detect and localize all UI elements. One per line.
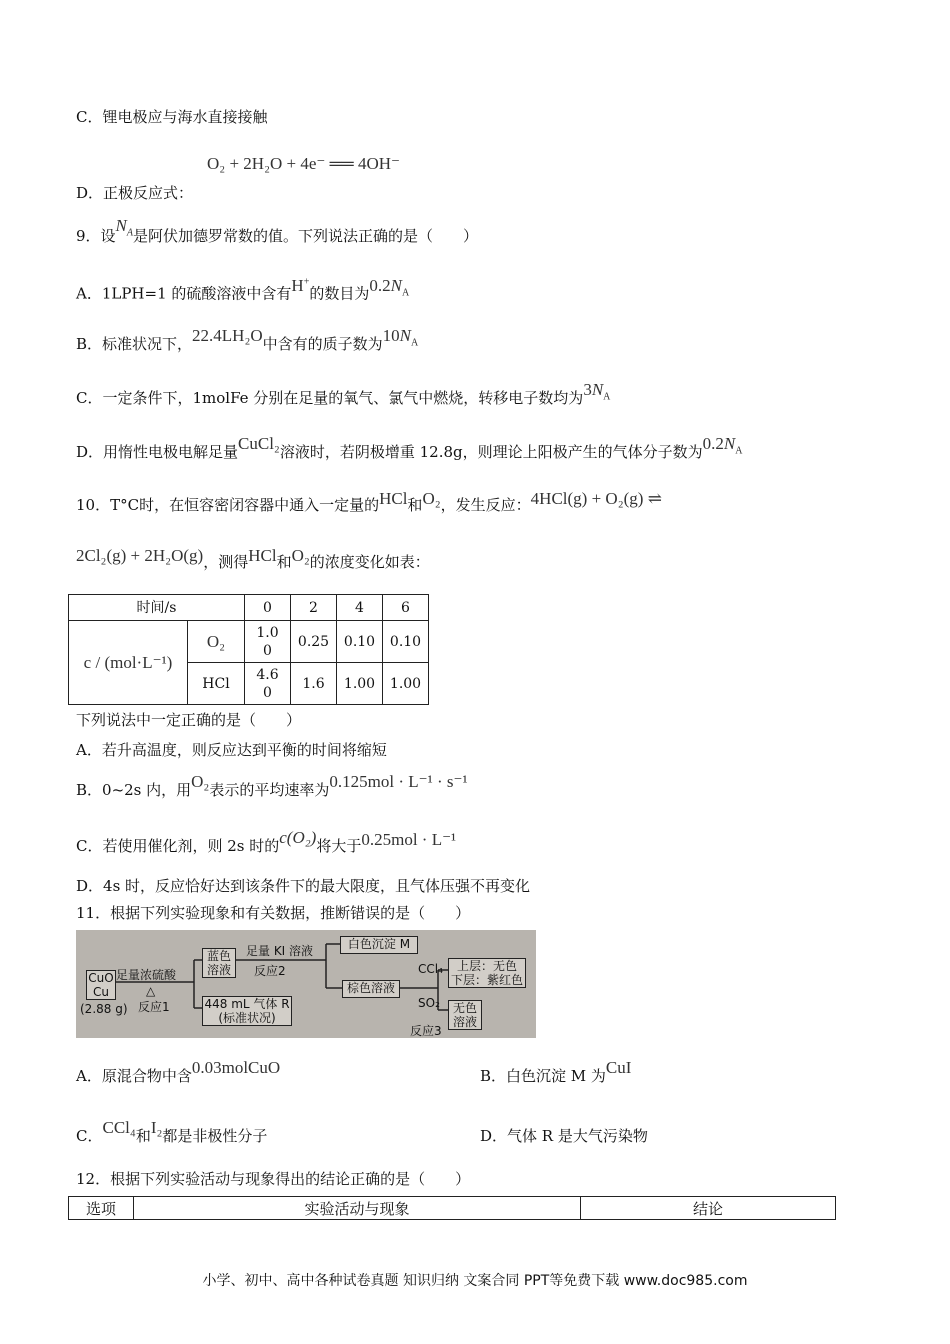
q11-option-a: A．原混合物中含0.03molCuO xyxy=(76,1058,281,1085)
q10-option-d: D．4s 时，反应恰好达到该条件下的最大限度，且气体压强不再变化 xyxy=(76,877,531,895)
brown-solution-box: 棕色溶液 xyxy=(342,980,400,998)
time-cell: 6 xyxy=(383,595,429,621)
layers-box: 上层：无色 下层：紫红色 xyxy=(448,958,526,988)
q9-option-d: D．用惰性电极电解足量CuCl₂溶液时，若阴极增重 12.8g，则理论上阳极产生的气体分子数为$0.2N_A$ xyxy=(76,434,743,461)
concentration-table xyxy=(68,594,429,705)
q10-option-b: B．0~2s 内，用O₂表示的平均速率为0.125mol · L⁻¹ · s⁻¹ xyxy=(76,772,468,799)
q11-stem: 11．根据下列实验现象和有关数据，推断错误的是（ ） xyxy=(76,904,471,922)
blue-solution-box: 蓝色 溶液 xyxy=(202,948,236,978)
ki-label: 足量 KI 溶液 xyxy=(246,944,314,958)
q12-header-option: 选项 xyxy=(69,1197,134,1220)
mass-label: (2.88 g) xyxy=(80,1002,128,1016)
experiment-flow-diagram xyxy=(76,930,536,1038)
q12-stem: 12．根据下列实验活动与现象得出的结论正确的是（ ） xyxy=(76,1170,471,1188)
value-cell: 1.6 xyxy=(291,663,337,705)
time-cell: 4 xyxy=(337,595,383,621)
q8-option-d-equation: O₂ + 2H₂O + 4e⁻ ══ 4OH⁻ xyxy=(207,154,400,173)
species-cell: HCl xyxy=(188,663,245,705)
q10-option-c: C．若使用催化剂，则 2s 时的c(O₂)将大于0.25mol · L⁻¹ xyxy=(76,828,457,855)
start-mixture-box: CuO Cu xyxy=(86,970,116,1000)
q12-header-conclusion: 结论 xyxy=(581,1197,836,1220)
value-cell: 1.0 0 xyxy=(245,621,291,663)
time-cell: 0 xyxy=(245,595,291,621)
q10-option-a: A．若升高温度，则反应达到平衡的时间将缩短 xyxy=(76,741,387,759)
concentration-label: c / (mol·L⁻¹) xyxy=(69,621,188,705)
q12-table xyxy=(68,1196,836,1220)
q11-option-d: D．气体 R 是大气污染物 xyxy=(480,1127,648,1145)
q9-option-c: C．一定条件下，1molFe 分别在足量的氧气、氯气中燃烧，转移电子数均为$3N_A$ xyxy=(76,380,611,407)
q8-option-c: C．锂电极应与海水直接接触 xyxy=(76,108,268,126)
gas-box: 448 mL 气体 R (标准状况) xyxy=(202,996,292,1026)
q9-option-b: B．标准状况下，22.4LH₂O中含有的质子数为$10N_A$ xyxy=(76,326,419,353)
ccl4-label: CCl₄ xyxy=(418,962,443,976)
value-cell: 0.10 xyxy=(383,621,429,663)
page-footer: 小学、初中、高中各种试卷真题 知识归纳 文案合同 PPT等免费下载 www.doc985.com xyxy=(202,1273,748,1289)
time-header: 时间/s xyxy=(69,595,245,621)
reaction2-label: 反应2 xyxy=(254,964,286,978)
q12-header-activity: 实验活动与现象 xyxy=(134,1197,581,1220)
so2-label: SO₂ xyxy=(418,996,440,1010)
time-cell: 2 xyxy=(291,595,337,621)
reaction3-label: 反应3 xyxy=(410,1024,442,1038)
value-cell: 1.00 xyxy=(383,663,429,705)
heat-symbol: △ xyxy=(146,984,156,998)
q11-option-b: B．白色沉淀 M 为CuI xyxy=(480,1058,632,1085)
value-cell: 0.10 xyxy=(337,621,383,663)
white-precipitate-box: 白色沉淀 M xyxy=(340,936,418,954)
q10-stem-continued: 2Cl₂(g) + 2H₂O(g)，测得HCl和O₂的浓度变化如表： xyxy=(76,546,430,571)
q10-stem: 10．T°C时，在恒容密闭容器中通入一定量的HCl和O₂，发生反应：4HCl(g) + O₂(g) ⇌ xyxy=(76,489,662,514)
colorless-solution-box: 无色 溶液 xyxy=(448,1000,482,1030)
q10-after-table: 下列说法中一定正确的是（ ） xyxy=(76,711,302,729)
q9-stem: 9．设$N_A$是阿伏加德罗常数的值。下列说法正确的是（ ） xyxy=(76,216,479,245)
q11-option-c: C．CCl₄和I₂都是非极性分子 xyxy=(76,1118,268,1145)
q8-option-d: D．正极反应式： xyxy=(76,184,194,202)
reaction1-label: 反应1 xyxy=(138,1000,170,1014)
value-cell: 0.25 xyxy=(291,621,337,663)
value-cell: 1.00 xyxy=(337,663,383,705)
value-cell: 4.6 0 xyxy=(245,663,291,705)
reagent-label: 足量浓硫酸 xyxy=(116,968,177,982)
q9-option-a: A．1LPH=1 的硫酸溶液中含有H+的数目为$0.2N_A$ xyxy=(76,275,410,303)
species-cell: O₂ xyxy=(188,621,245,663)
